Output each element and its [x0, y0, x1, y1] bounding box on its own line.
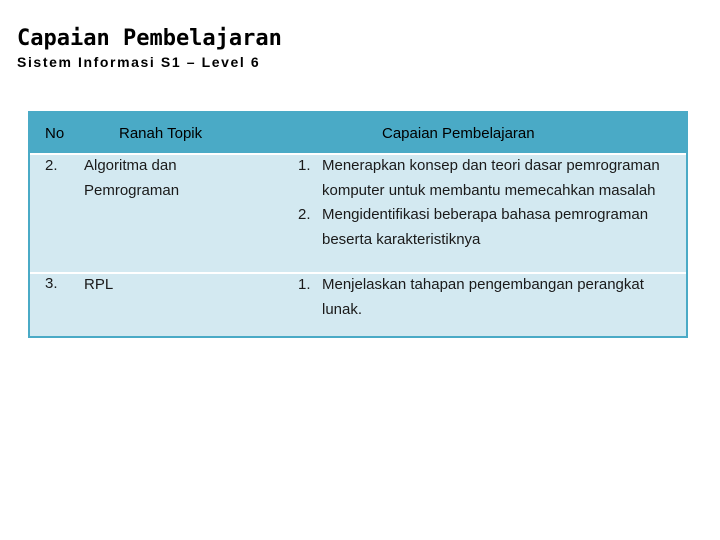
outcome-number: 1. [298, 276, 311, 293]
row-topic: RPL [84, 276, 114, 293]
outcome-text: Menjelaskan tahapan pengembangan perangkat lunak. [322, 276, 644, 318]
outcome-item [298, 273, 678, 322]
outcome-text: Menerapkan konsep dan teori dasar pemrograman komputer untuk membantu memecahkan masalah [322, 157, 660, 199]
row-number: 3. [45, 275, 58, 292]
learning-outcomes-table [28, 111, 688, 338]
page-title: Capaian Pembelajaran [17, 26, 282, 51]
outcome-number: 1. [298, 157, 311, 174]
header-outcomes: Capaian Pembelajaran [382, 125, 535, 142]
row-number: 2. [45, 157, 58, 174]
outcome-item [298, 203, 678, 252]
table-header [30, 113, 686, 155]
header-no: No [45, 125, 65, 142]
header-topic: Ranah Topik [119, 125, 203, 142]
outcome-list [298, 273, 678, 322]
row-topic: Algoritma dan Pemrograman [84, 157, 180, 199]
outcome-list [298, 154, 678, 252]
outcome-text: Mengidentifikasi beberapa bahasa pemrograman beserta karakteristiknya [322, 206, 649, 248]
outcome-number: 2. [298, 206, 311, 223]
page-subtitle: Sistem Informasi S1 – Level 6 [17, 54, 261, 70]
outcome-item [298, 154, 678, 203]
